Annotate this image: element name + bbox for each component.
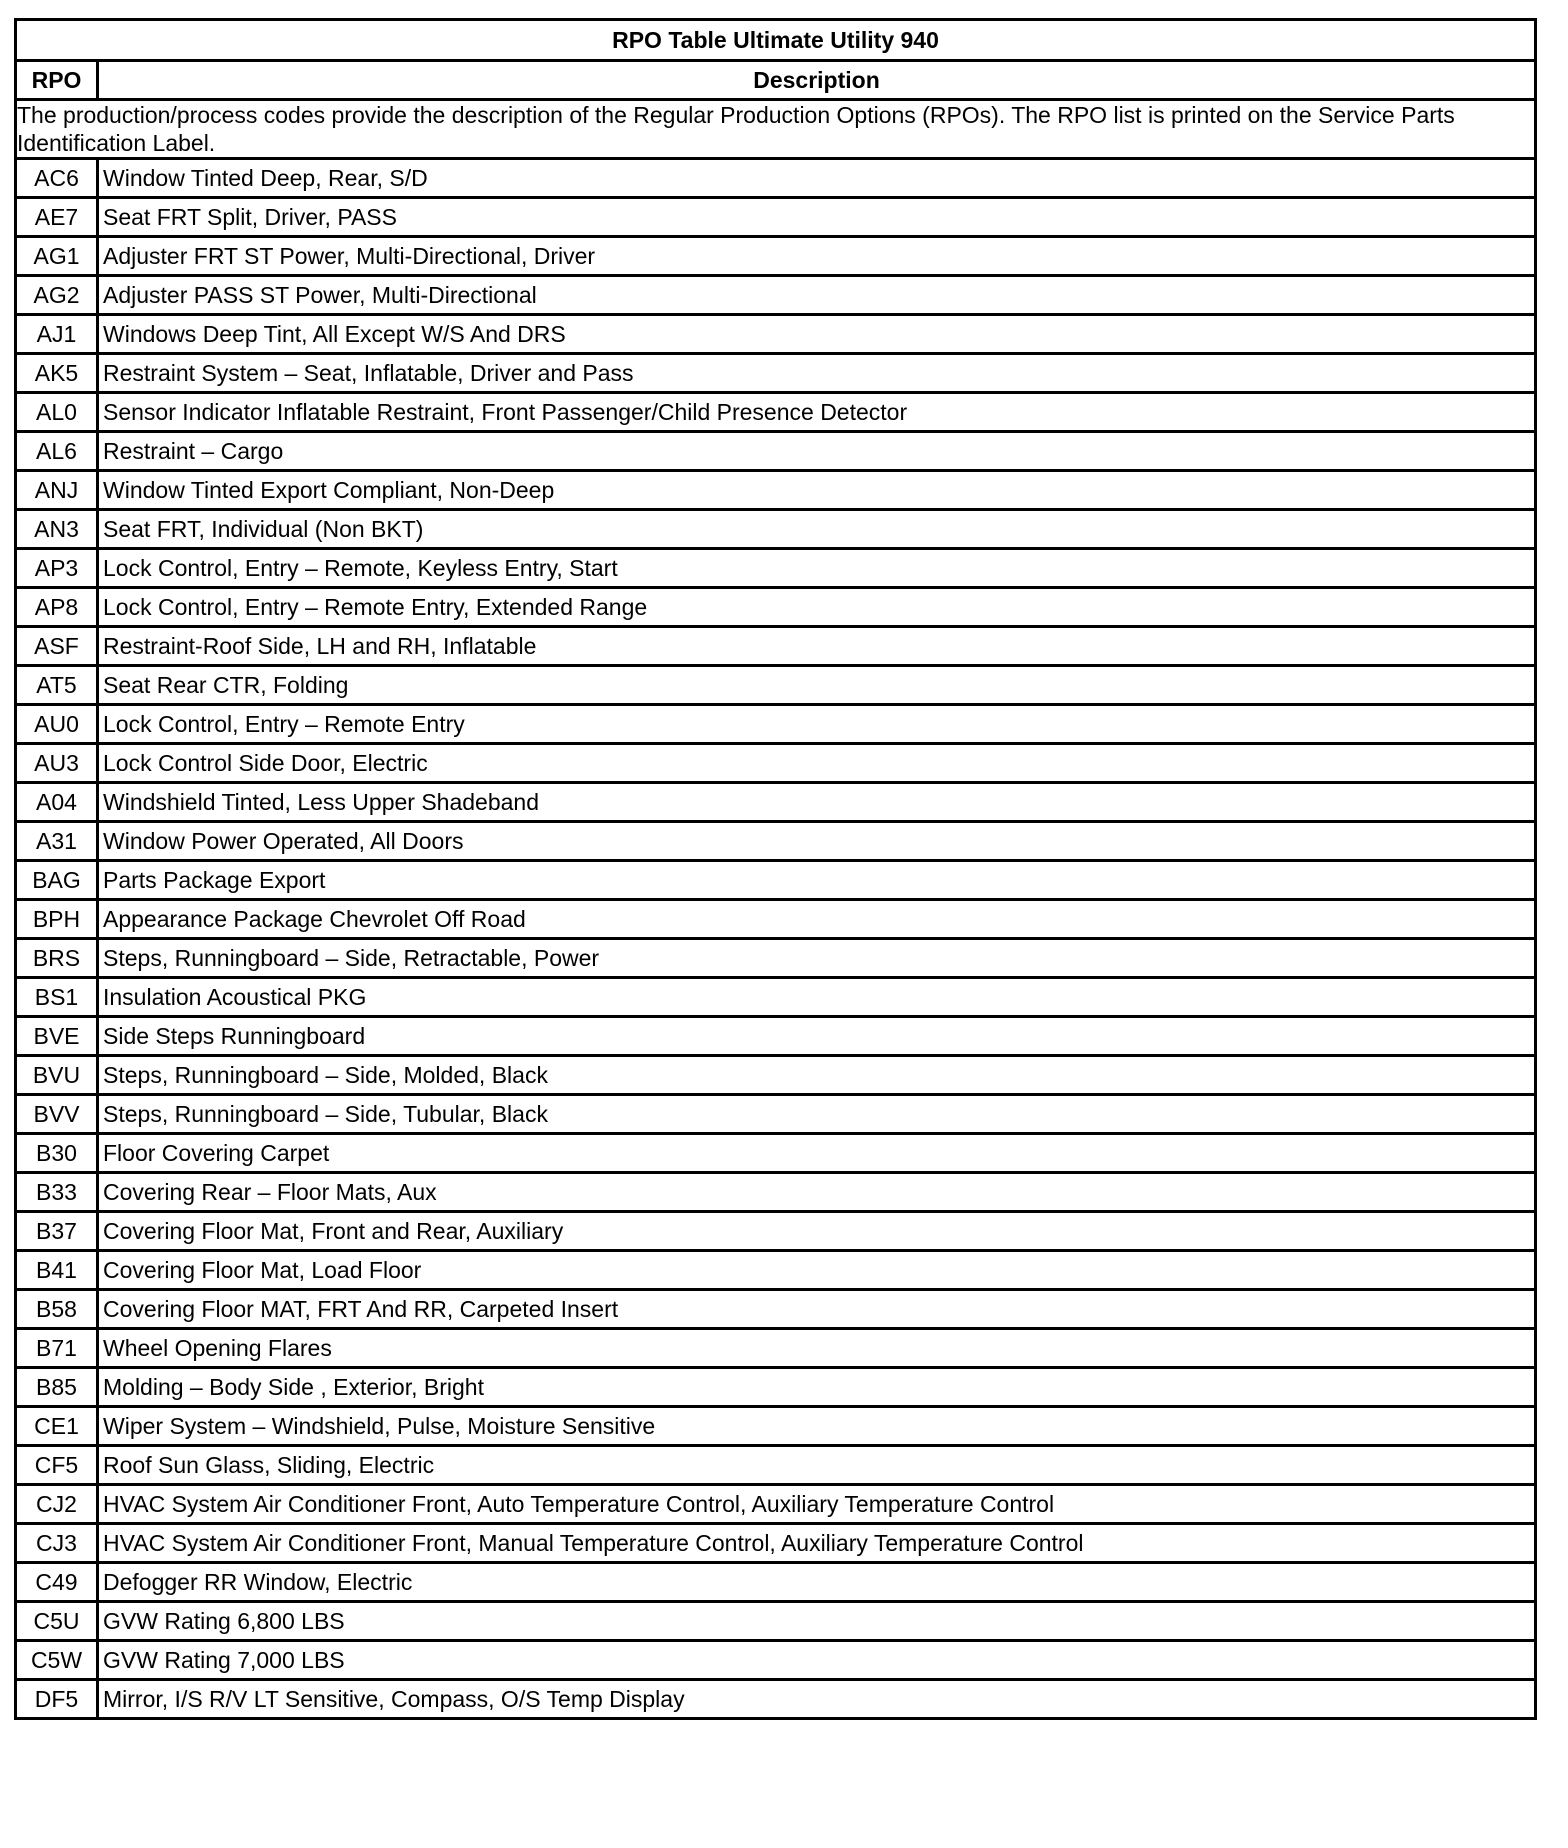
document-page <box>14 18 1534 1720</box>
rpo-description: Restraint – Cargo <box>98 432 1536 471</box>
table-row <box>16 1407 1536 1446</box>
rpo-description: Lock Control Side Door, Electric <box>98 744 1536 783</box>
rpo-code: AJ1 <box>16 315 98 354</box>
rpo-description: Steps, Runningboard – Side, Molded, Black <box>98 1056 1536 1095</box>
rpo-code: BAG <box>16 861 98 900</box>
table-row <box>16 198 1536 237</box>
rpo-description: Steps, Runningboard – Side, Tubular, Black <box>98 1095 1536 1134</box>
rpo-description: Appearance Package Chevrolet Off Road <box>98 900 1536 939</box>
rpo-description: Window Power Operated, All Doors <box>98 822 1536 861</box>
table-row <box>16 432 1536 471</box>
rpo-description: Covering Floor Mat, Load Floor <box>98 1251 1536 1290</box>
rpo-code: C5W <box>16 1641 98 1680</box>
rpo-description: Windshield Tinted, Less Upper Shadeband <box>98 783 1536 822</box>
table-row <box>16 1056 1536 1095</box>
table-row <box>16 1173 1536 1212</box>
table-row <box>16 1485 1536 1524</box>
rpo-table <box>14 18 1537 1720</box>
rpo-code: AU3 <box>16 744 98 783</box>
rpo-code: C5U <box>16 1602 98 1641</box>
rpo-code: A04 <box>16 783 98 822</box>
table-row <box>16 861 1536 900</box>
intro-text: The production/process codes provide the description of the Regular Production Options (RPOs). The RPO list is printed on the Service Parts Identification Label. <box>16 100 1536 159</box>
table-row <box>16 1641 1536 1680</box>
table-row <box>16 1524 1536 1563</box>
description-column-header: Description <box>98 61 1536 100</box>
table-row <box>16 471 1536 510</box>
table-row <box>16 783 1536 822</box>
rpo-code: AK5 <box>16 354 98 393</box>
rpo-code: BVU <box>16 1056 98 1095</box>
table-header-row <box>16 61 1536 100</box>
rpo-description: Window Tinted Deep, Rear, S/D <box>98 159 1536 198</box>
table-title: RPO Table Ultimate Utility 940 <box>16 20 1536 61</box>
rpo-code: ASF <box>16 627 98 666</box>
rpo-description: Adjuster FRT ST Power, Multi-Directional, Driver <box>98 237 1536 276</box>
table-row <box>16 1251 1536 1290</box>
rpo-code: B33 <box>16 1173 98 1212</box>
rpo-description: Adjuster PASS ST Power, Multi-Directional <box>98 276 1536 315</box>
rpo-code: AL0 <box>16 393 98 432</box>
rpo-code: BVV <box>16 1095 98 1134</box>
rpo-description: HVAC System Air Conditioner Front, Auto Temperature Control, Auxiliary Temperature Control <box>98 1485 1536 1524</box>
table-row <box>16 159 1536 198</box>
rpo-code: CF5 <box>16 1446 98 1485</box>
rpo-code: CJ3 <box>16 1524 98 1563</box>
rpo-description: Restraint-Roof Side, LH and RH, Inflatable <box>98 627 1536 666</box>
rpo-description: Seat FRT Split, Driver, PASS <box>98 198 1536 237</box>
table-row <box>16 705 1536 744</box>
rpo-description: Lock Control, Entry – Remote Entry, Extended Range <box>98 588 1536 627</box>
rpo-column-header: RPO <box>16 61 98 100</box>
table-row <box>16 627 1536 666</box>
table-title-row <box>16 20 1536 61</box>
rpo-code: B71 <box>16 1329 98 1368</box>
table-row <box>16 393 1536 432</box>
rpo-code: AG2 <box>16 276 98 315</box>
table-row <box>16 1680 1536 1719</box>
rpo-description: Covering Floor MAT, FRT And RR, Carpeted Insert <box>98 1290 1536 1329</box>
rpo-code: A31 <box>16 822 98 861</box>
table-row <box>16 1134 1536 1173</box>
table-row <box>16 939 1536 978</box>
rpo-code: AP3 <box>16 549 98 588</box>
table-row <box>16 1602 1536 1641</box>
rpo-code: DF5 <box>16 1680 98 1719</box>
table-row <box>16 549 1536 588</box>
rpo-code: BPH <box>16 900 98 939</box>
rpo-description: Wiper System – Windshield, Pulse, Moisture Sensitive <box>98 1407 1536 1446</box>
table-row <box>16 666 1536 705</box>
table-row <box>16 1095 1536 1134</box>
rpo-description: Molding – Body Side , Exterior, Bright <box>98 1368 1536 1407</box>
rpo-description: Covering Floor Mat, Front and Rear, Auxiliary <box>98 1212 1536 1251</box>
rpo-code: ANJ <box>16 471 98 510</box>
rpo-description: Roof Sun Glass, Sliding, Electric <box>98 1446 1536 1485</box>
rpo-code: B37 <box>16 1212 98 1251</box>
rpo-description: Window Tinted Export Compliant, Non-Deep <box>98 471 1536 510</box>
rpo-code: AN3 <box>16 510 98 549</box>
table-row <box>16 822 1536 861</box>
table-row <box>16 1563 1536 1602</box>
rpo-description: GVW Rating 6,800 LBS <box>98 1602 1536 1641</box>
rpo-code: C49 <box>16 1563 98 1602</box>
rpo-code: AE7 <box>16 198 98 237</box>
rpo-code: AG1 <box>16 237 98 276</box>
rpo-code: AL6 <box>16 432 98 471</box>
rpo-code: BRS <box>16 939 98 978</box>
rpo-code: B85 <box>16 1368 98 1407</box>
rpo-description: Parts Package Export <box>98 861 1536 900</box>
rpo-description: Covering Rear – Floor Mats, Aux <box>98 1173 1536 1212</box>
rpo-description: Insulation Acoustical PKG <box>98 978 1536 1017</box>
rpo-description: Lock Control, Entry – Remote Entry <box>98 705 1536 744</box>
rpo-description: HVAC System Air Conditioner Front, Manual Temperature Control, Auxiliary Temperature Control <box>98 1524 1536 1563</box>
table-row <box>16 276 1536 315</box>
rpo-code: AP8 <box>16 588 98 627</box>
table-row <box>16 1368 1536 1407</box>
rpo-code: BVE <box>16 1017 98 1056</box>
rpo-description: Mirror, I/S R/V LT Sensitive, Compass, O/S Temp Display <box>98 1680 1536 1719</box>
rpo-code: AT5 <box>16 666 98 705</box>
table-row <box>16 510 1536 549</box>
rpo-code: B30 <box>16 1134 98 1173</box>
rpo-description: Lock Control, Entry – Remote, Keyless Entry, Start <box>98 549 1536 588</box>
rpo-description: Side Steps Runningboard <box>98 1017 1536 1056</box>
rpo-code: AC6 <box>16 159 98 198</box>
rpo-code: BS1 <box>16 978 98 1017</box>
rpo-description: Sensor Indicator Inflatable Restraint, Front Passenger/Child Presence Detector <box>98 393 1536 432</box>
rpo-description: Wheel Opening Flares <box>98 1329 1536 1368</box>
table-row <box>16 744 1536 783</box>
rpo-description: Floor Covering Carpet <box>98 1134 1536 1173</box>
rpo-description: Seat FRT, Individual (Non BKT) <box>98 510 1536 549</box>
intro-row <box>16 100 1536 159</box>
rpo-code: B58 <box>16 1290 98 1329</box>
rpo-code: CE1 <box>16 1407 98 1446</box>
rpo-code: AU0 <box>16 705 98 744</box>
rpo-description: Steps, Runningboard – Side, Retractable, Power <box>98 939 1536 978</box>
table-row <box>16 588 1536 627</box>
rpo-code: B41 <box>16 1251 98 1290</box>
table-row <box>16 354 1536 393</box>
rpo-description: Seat Rear CTR, Folding <box>98 666 1536 705</box>
table-row <box>16 1446 1536 1485</box>
table-row <box>16 1212 1536 1251</box>
rpo-description: Windows Deep Tint, All Except W/S And DRS <box>98 315 1536 354</box>
table-row <box>16 1290 1536 1329</box>
rpo-description: Restraint System – Seat, Inflatable, Driver and Pass <box>98 354 1536 393</box>
table-row <box>16 1017 1536 1056</box>
table-row <box>16 900 1536 939</box>
rpo-description: GVW Rating 7,000 LBS <box>98 1641 1536 1680</box>
table-row <box>16 315 1536 354</box>
table-row <box>16 237 1536 276</box>
rpo-description: Defogger RR Window, Electric <box>98 1563 1536 1602</box>
rpo-code: CJ2 <box>16 1485 98 1524</box>
table-row <box>16 1329 1536 1368</box>
table-row <box>16 978 1536 1017</box>
